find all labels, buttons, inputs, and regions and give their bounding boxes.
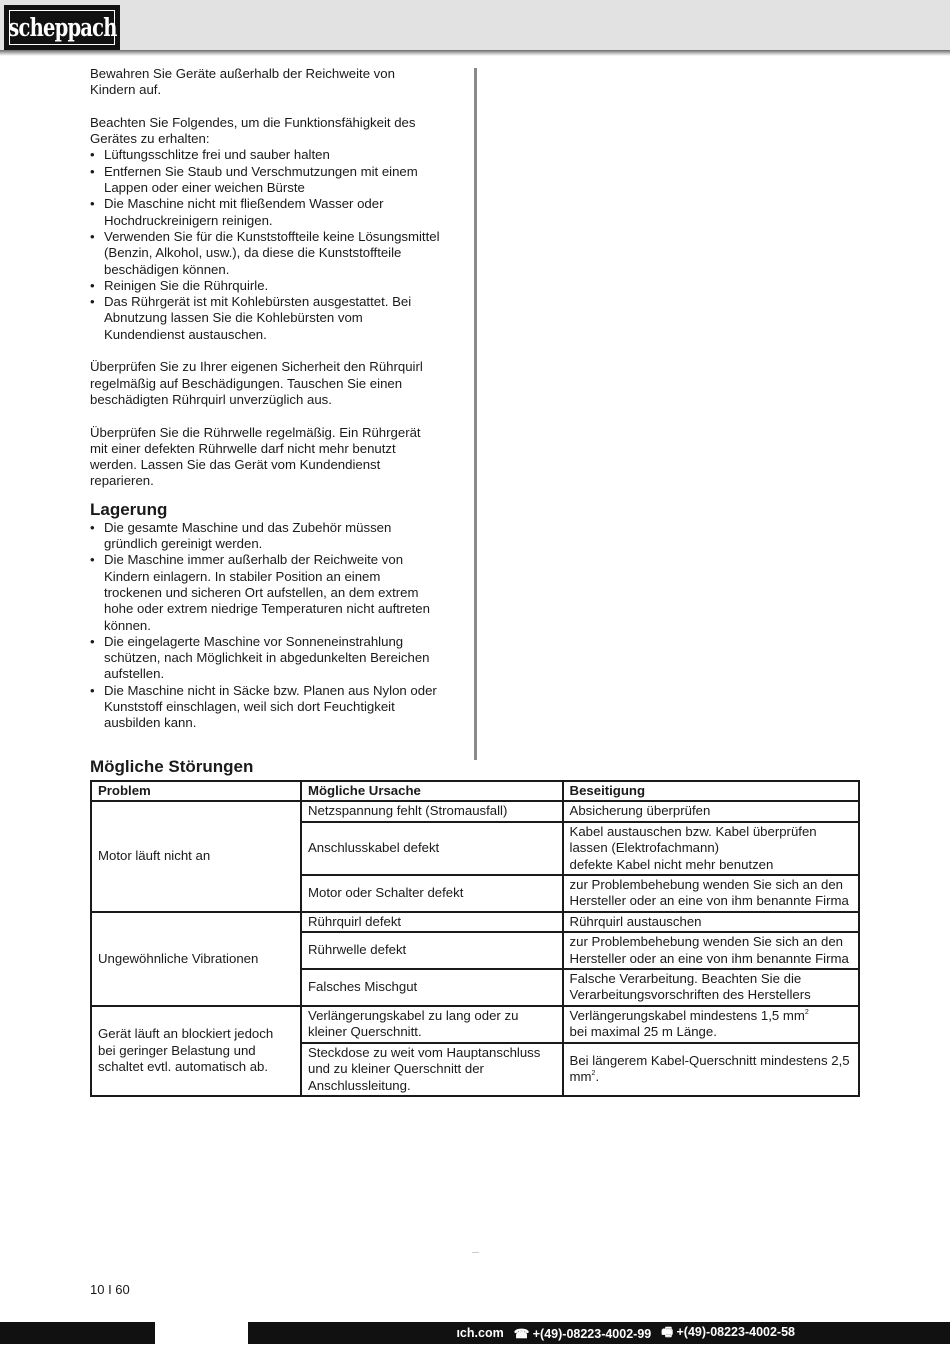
header-shadow bbox=[0, 50, 950, 56]
cause-cell: Steckdose zu weit vom Hauptanschluss und zu kleiner Querschnitt der Anschlussleitung. bbox=[301, 1043, 563, 1096]
cause-cell: Rührwelle defekt bbox=[301, 932, 563, 969]
left-column bbox=[90, 66, 440, 732]
superscript: 2 bbox=[591, 1070, 596, 1078]
table-row bbox=[91, 801, 859, 821]
remedy-text: Verlängerungskabel mindestens 1,5 mm bbox=[569, 1007, 805, 1023]
storage-list-item: • Die eingelagerte Maschine vor Sonneneinstrahlung schützen, nach Möglichkeit in abgedunkelten Bereichen aufstellen. bbox=[90, 634, 440, 683]
whisk-check-paragraph: Überprüfen Sie zu Ihrer eigenen Sicherheit den Rührquirl regelmäßig auf Beschädigungen. Tauschen Sie einen beschädigten Rührquirl unverzüglich aus. bbox=[90, 359, 423, 407]
remedy-line: bei maximal 25 m Länge. bbox=[569, 1024, 717, 1040]
remedy-cell: zur Problembehebung wenden Sie sich an den Hersteller oder an eine von ihm benannte Firma bbox=[563, 875, 859, 912]
brand-logo-text: scheppach bbox=[7, 13, 117, 42]
care-list-item: • Das Rührgerät ist mit Kohlebürsten ausgestattet. Bei Abnutzung lassen Sie die Kohlebürsten vom Kundendienst austauschen. bbox=[90, 294, 440, 343]
table-row bbox=[91, 1006, 859, 1043]
remedy-line: defekte Kabel nicht mehr benutzen bbox=[569, 856, 774, 872]
care-list-item: • Entfernen Sie Staub und Verschmutzungen mit einem Lappen oder einer weichen Bürste bbox=[90, 164, 440, 197]
cause-cell: Motor oder Schalter defekt bbox=[301, 875, 563, 912]
remedy-text: Bei längerem Kabel-Querschnitt mindestens 2,5 mm bbox=[569, 1052, 850, 1085]
superscript: 2 bbox=[804, 1008, 809, 1016]
column-header-problem: Problem bbox=[91, 781, 301, 801]
cause-cell: Verlängerungskabel zu lang oder zu kleiner Querschnitt. bbox=[301, 1006, 563, 1043]
brand-logo bbox=[4, 5, 120, 50]
storage-list-item: • Die Maschine nicht in Säcke bzw. Planen aus Nylon oder Kunststoff einschlagen, weil sich dort Feuchtigkeit ausbilden kann. bbox=[90, 683, 440, 732]
header-band bbox=[0, 0, 950, 50]
page-number: 10 I 60 bbox=[90, 1282, 130, 1297]
brand-logo-frame bbox=[9, 10, 115, 45]
storage-list bbox=[90, 520, 440, 732]
remedy-cell bbox=[563, 1043, 859, 1096]
footer-fax: 🖷 +(49)-08223-4002-58 bbox=[661, 1324, 795, 1339]
remedy-line: Kabel austauschen bzw. Kabel überprüfen lassen (Elektrofachmann) bbox=[569, 823, 817, 856]
care-list-item: • Verwenden Sie für die Kunststoffteile keine Lösungsmittel (Benzin, Alkohol, usw.), da diese die Kunststoffteile beschädigen können. bbox=[90, 229, 440, 278]
remedy-tail: . bbox=[595, 1069, 600, 1085]
storage-heading: Lagerung bbox=[90, 499, 168, 519]
care-list-item: • Lüftungsschlitze frei und sauber halten bbox=[90, 147, 440, 163]
care-list bbox=[90, 147, 440, 343]
shaft-check-paragraph: Überprüfen Sie die Rührwelle regelmäßig. Ein Rührgerät mit einer defekten Rührwelle darf nicht mehr benutzt werden. Lassen Sie das Gerät vom Kundendienst reparieren. bbox=[90, 424, 421, 489]
remedy-cell bbox=[563, 1006, 859, 1043]
care-list-item: • Die Maschine nicht mit fließendem Wasser oder Hochdruckreinigern reinigen. bbox=[90, 196, 440, 229]
cause-cell: Anschlusskabel defekt bbox=[301, 822, 563, 875]
remedy-cell bbox=[563, 822, 859, 875]
remedy-line bbox=[570, 1008, 852, 1024]
problem-cell: Motor läuft nicht an bbox=[91, 801, 301, 911]
column-header-cause: Mögliche Ursache bbox=[301, 781, 563, 801]
troubleshooting-table bbox=[90, 780, 860, 1097]
scan-mark bbox=[472, 1252, 479, 1253]
footer-band-left bbox=[0, 1322, 155, 1344]
cause-cell: Rührquirl defekt bbox=[301, 912, 563, 932]
footer-band bbox=[248, 1322, 950, 1344]
intro-paragraph-1: Bewahren Sie Geräte außerhalb der Reichweite von Kindern auf. bbox=[90, 66, 395, 98]
problem-cell: Ungewöhnliche Vibrationen bbox=[91, 912, 301, 1006]
table-header-row bbox=[91, 781, 859, 801]
remedy-cell: zur Problembehebung wenden Sie sich an den Hersteller oder an eine von ihm benannte Firma bbox=[563, 932, 859, 969]
cause-cell: Falsches Mischgut bbox=[301, 969, 563, 1006]
troubleshooting-heading: Mögliche Störungen bbox=[90, 757, 254, 776]
care-list-item: • Reinigen Sie die Rührquirle. bbox=[90, 278, 440, 294]
column-header-remedy: Beseitigung bbox=[563, 781, 859, 801]
column-divider bbox=[474, 68, 477, 760]
intro-paragraph-2: Beachten Sie Folgendes, um die Funktionsfähigkeit des Gerätes zu erhalten: bbox=[90, 114, 416, 147]
footer-phone: ☎ +(49)-08223-4002-99 bbox=[513, 1326, 652, 1341]
table-row bbox=[91, 912, 859, 932]
cause-cell: Netzspannung fehlt (Stromausfall) bbox=[301, 801, 563, 821]
footer-website[interactable]: ıch.com bbox=[456, 1326, 504, 1340]
remedy-cell: Rührquirl austauschen bbox=[563, 912, 859, 932]
storage-list-item: • Die gesamte Maschine und das Zubehör müssen gründlich gereinigt werden. bbox=[90, 520, 440, 553]
remedy-cell: Falsche Verarbeitung. Beachten Sie die Verarbeitungsvorschriften des Herstellers bbox=[563, 969, 859, 1006]
problem-cell: Gerät läuft an blockiert jedoch bei geringer Belastung und schaltet evtl. automatisch ab. bbox=[91, 1006, 301, 1096]
remedy-cell: Absicherung überprüfen bbox=[563, 801, 859, 821]
storage-list-item: • Die Maschine immer außerhalb der Reichweite von Kindern einlagern. In stabiler Position an einem trockenen und sicheren Ort aufstellen, an dem extrem hohe oder extrem niedrige Temperaturen nicht auftreten können. bbox=[90, 552, 440, 633]
